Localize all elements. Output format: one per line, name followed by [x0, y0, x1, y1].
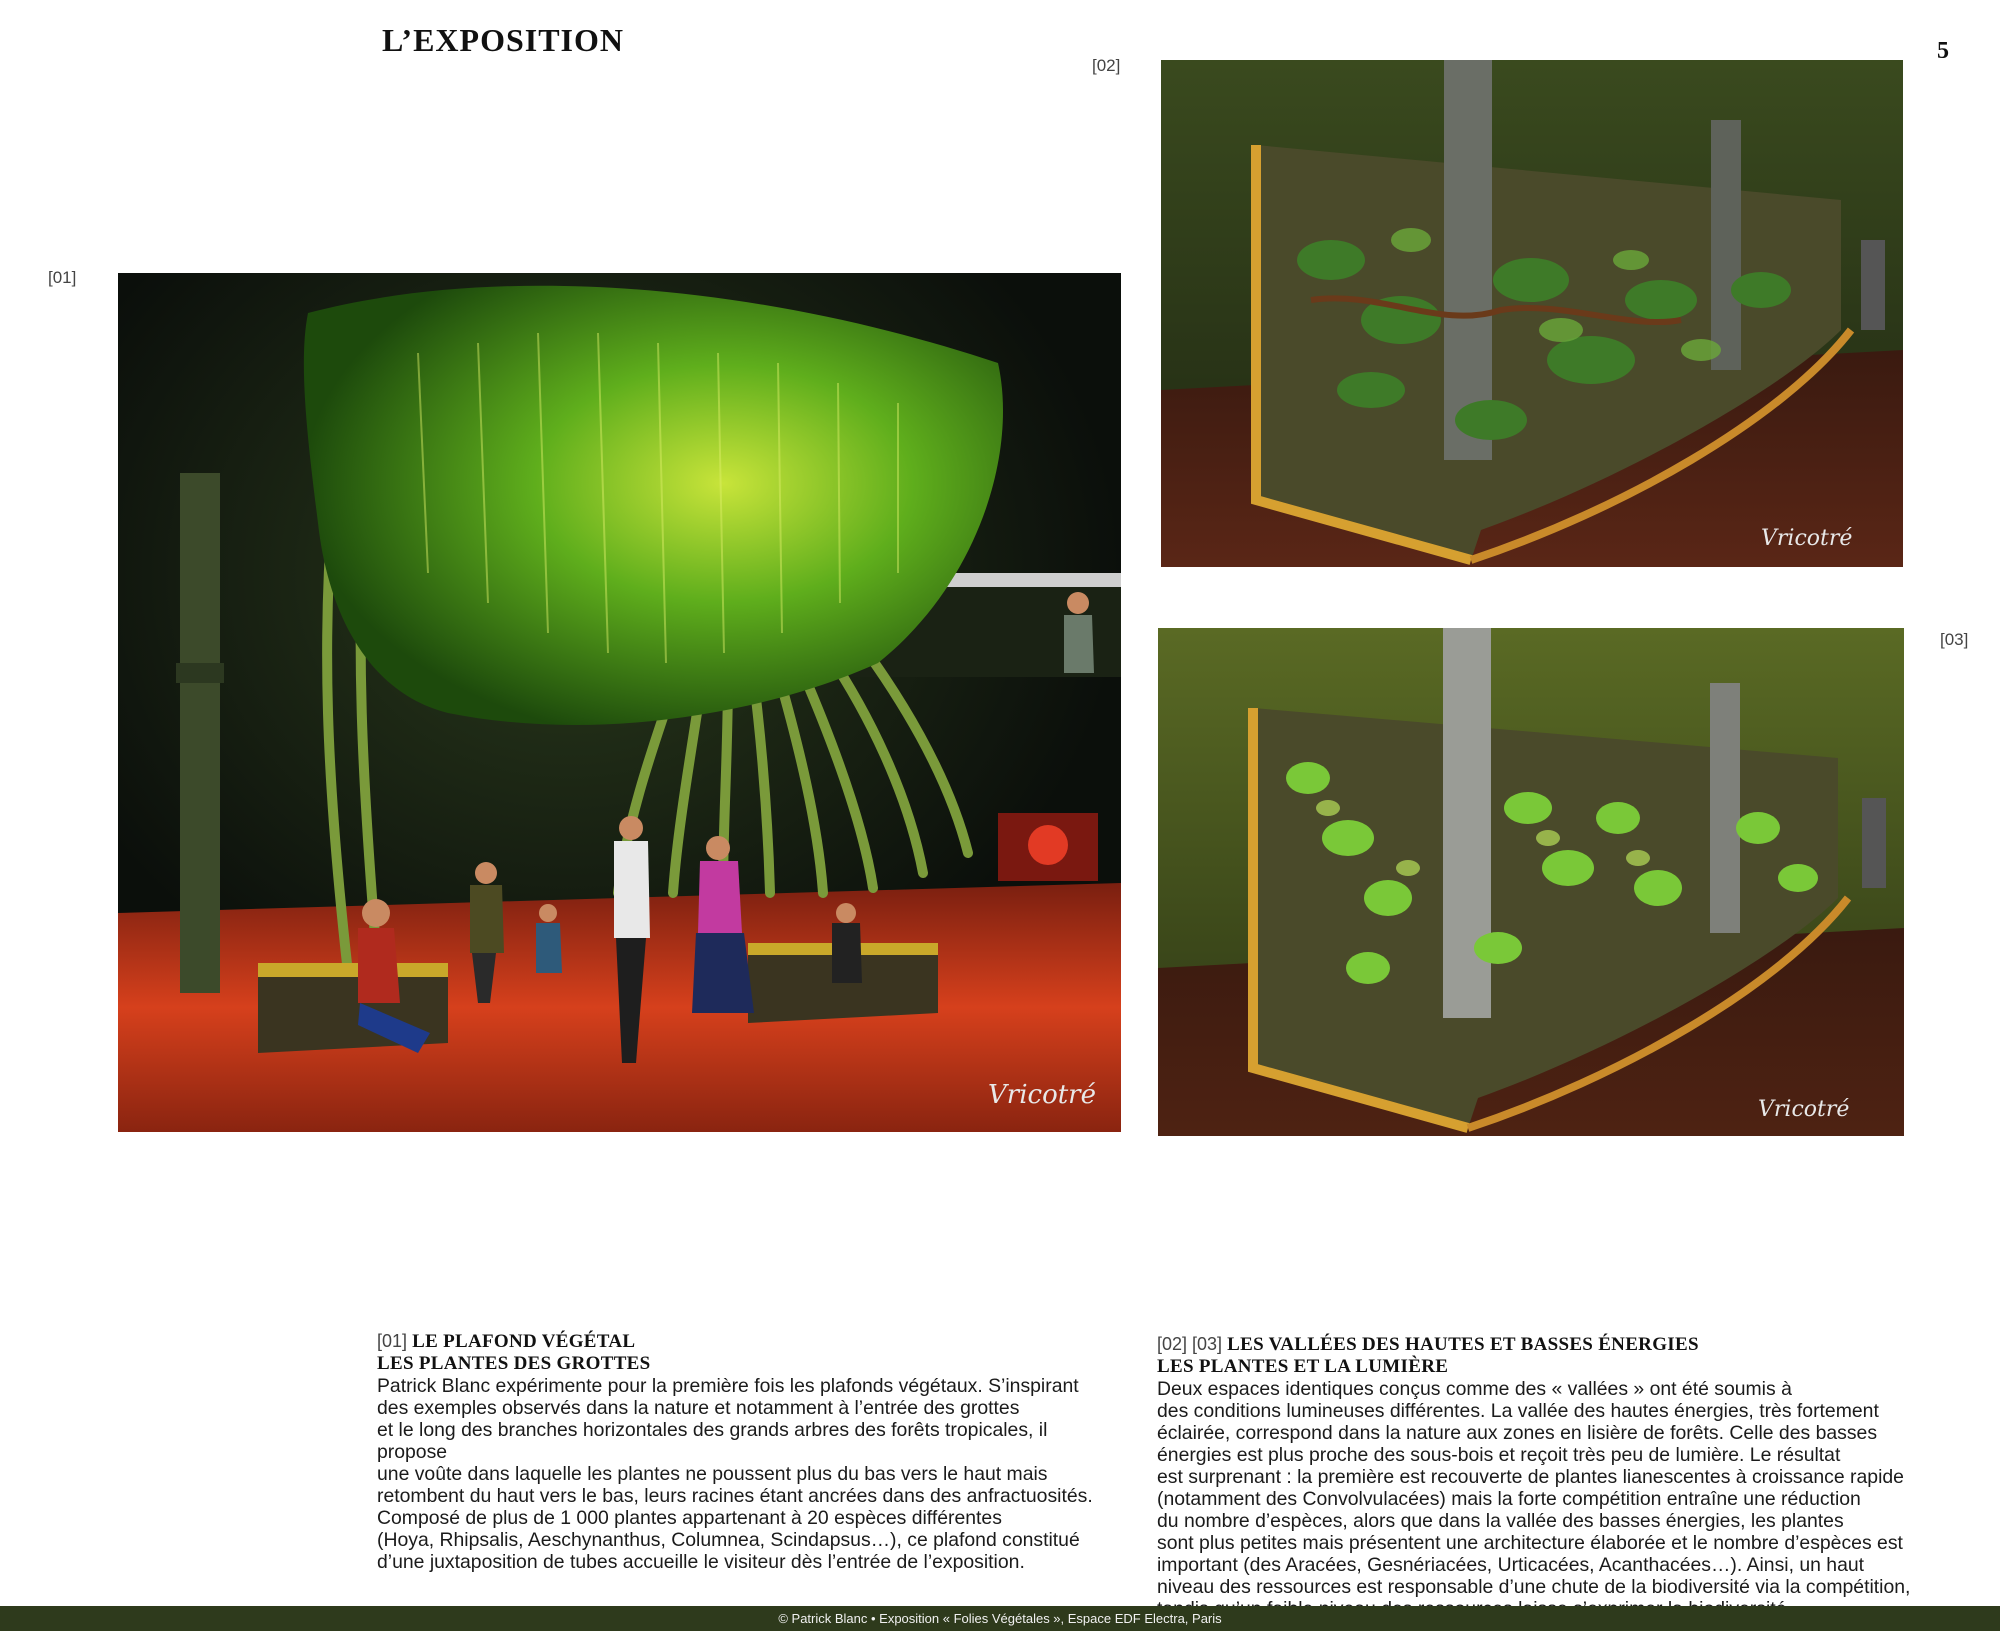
caption-left-line: d’une juxtaposition de tubes accueille le visiteur dès l’entrée de l’exposition.: [377, 1551, 1025, 1573]
figure-ref-03: [03]: [1940, 630, 1969, 649]
caption-left-line: (Hoya, Rhipsalis, Aeschynanthus, Columnea, Scindapsus…), ce plafond constitué: [377, 1529, 1080, 1551]
caption-right-line: (notamment des Convolvulacées) mais la forte compétition entraîne une réduction: [1157, 1488, 1861, 1510]
figure-ref-01: [01]: [48, 268, 77, 287]
high-energy-valley-drawing: [1161, 60, 1903, 567]
caption-right-ref: [02] [03]: [1157, 1334, 1223, 1354]
caption-left-line: des exemples observés dans la nature et notamment à l’entrée des grottes: [377, 1397, 1020, 1419]
vegetal-ceiling-drawing: [118, 273, 1121, 1132]
caption-left-subtitle: LES PLANTES DES GROTTES: [377, 1353, 651, 1374]
caption-right-line: des conditions lumineuses différentes. La vallée des hautes énergies, très fortement: [1157, 1400, 1879, 1422]
caption-left-line: une voûte dans laquelle les plantes ne poussent plus du bas vers le haut mais: [377, 1463, 1048, 1485]
figure-02-signature: [1760, 520, 1880, 550]
page-number: 5: [1937, 38, 1949, 64]
svg-text:Vricotré: Vricotré: [1758, 1097, 1850, 1122]
figure-03-signature: [1760, 1090, 1880, 1120]
footer-credit: © Patrick Blanc • Exposition « Folies Végétales », Espace EDF Electra, Paris: [778, 1611, 1222, 1626]
svg-text:Vricotré: Vricotré: [1761, 526, 1853, 551]
caption-right-subtitle: LES PLANTES ET LA LUMIÈRE: [1157, 1356, 1449, 1377]
caption-right-line: énergies est plus proche des sous-bois et reçoit très peu de lumière. Le résultat: [1157, 1444, 1841, 1466]
caption-left-heading: [377, 1330, 1117, 1353]
caption-left-line: et le long des branches horizontales des grands arbres des forêts tropicales, il propose: [377, 1419, 1048, 1463]
caption-left-line: retombent du haut vers le bas, leurs racines étant ancrées dans des anfractuosités.: [377, 1485, 1093, 1507]
caption-left-title: LE PLAFOND VÉGÉTAL: [412, 1331, 636, 1352]
caption-left: [377, 1330, 1117, 1573]
caption-right-line: Deux espaces identiques conçus comme des « vallées » ont été soumis à: [1157, 1378, 1792, 1400]
section-title: L’EXPOSITION: [382, 22, 624, 58]
caption-right-line: niveau des ressources est responsable d’une chute de la biodiversité via la compétition,: [1157, 1576, 1911, 1598]
caption-right-heading: [1157, 1333, 1947, 1356]
figure-03-illustration: [1158, 628, 1904, 1136]
caption-right-title: LES VALLÉES DES HAUTES ET BASSES ÉNERGIES: [1227, 1334, 1699, 1355]
figure-02-illustration: [1161, 60, 1903, 567]
caption-left-line: Patrick Blanc expérimente pour la première fois les plafonds végétaux. S’inspirant: [377, 1375, 1079, 1397]
caption-left-line: Composé de plus de 1 000 plantes appartenant à 20 espèces différentes: [377, 1507, 1002, 1529]
caption-right: [1157, 1333, 1947, 1606]
figure-01-illustration: [118, 273, 1121, 1132]
caption-right-line: est surprenant : la première est recouverte de plantes lianescentes à croissance rapide: [1157, 1466, 1904, 1488]
caption-right-line: du nombre d’espèces, alors que dans la vallée des basses énergies, les plantes: [1157, 1510, 1844, 1532]
footer-credit-bar: [0, 1606, 2000, 1631]
figure-ref-02: [02]: [1092, 56, 1121, 75]
caption-left-ref: [01]: [377, 1331, 408, 1351]
caption-right-line: éclairée, correspond dans la nature aux zones en lisière de forêts. Celle des basses: [1157, 1422, 1878, 1444]
caption-right-line: sont plus petites mais présentent une architecture élaborée et le nombre d’espèces est: [1157, 1532, 1903, 1554]
low-energy-valley-drawing: [1158, 628, 1904, 1136]
svg-text:Vricotré: Vricotré: [988, 1080, 1096, 1110]
caption-right-line: important (des Aracées, Gesnériacées, Urticacées, Acanthacées…). Ainsi, un haut: [1157, 1554, 1865, 1576]
figure-01-signature: [985, 1085, 1115, 1115]
